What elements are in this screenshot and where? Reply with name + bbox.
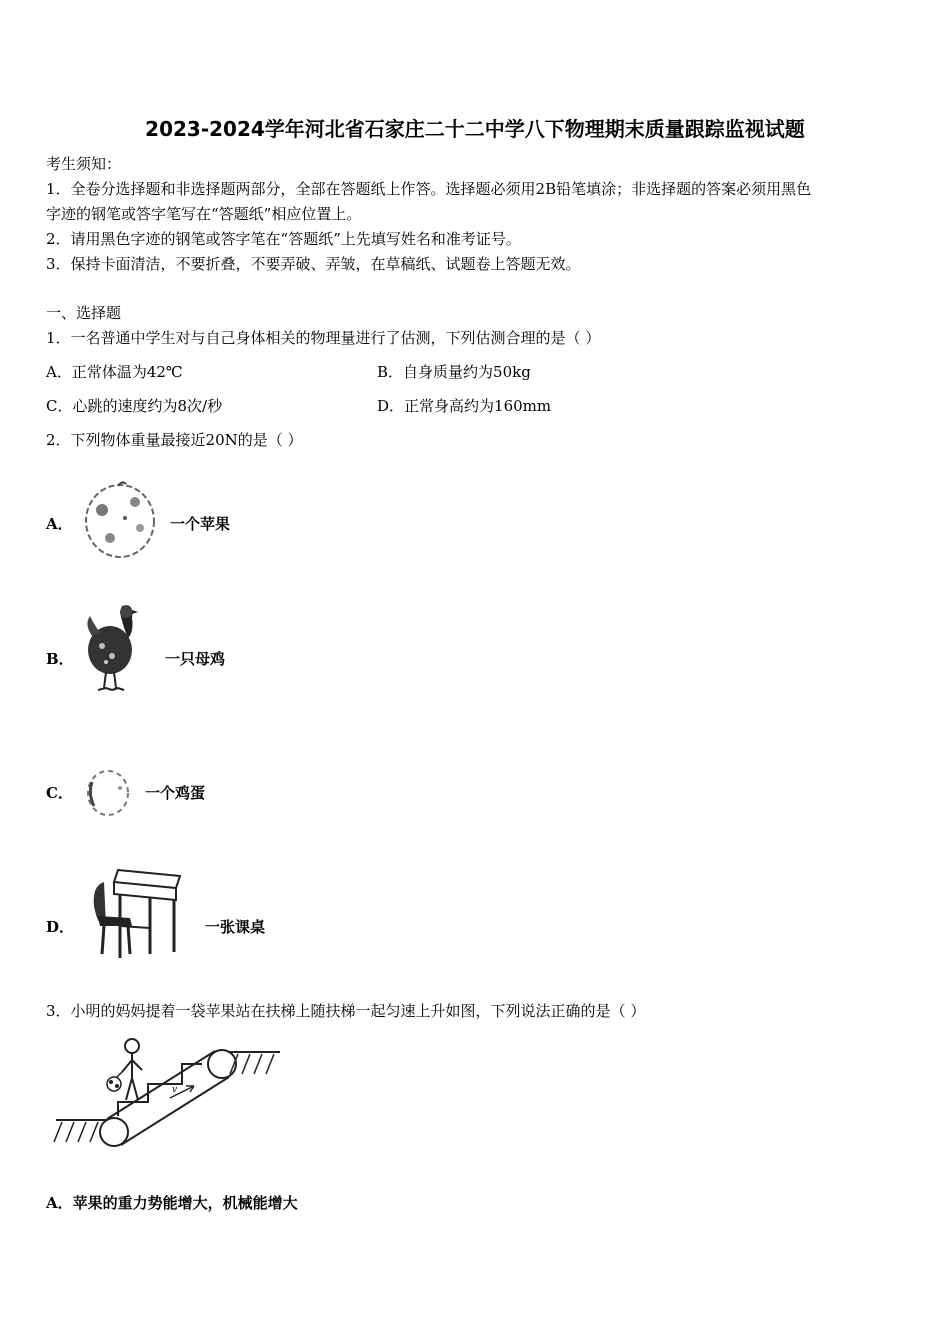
q1-option-d: D．正常身高约为160mm — [377, 397, 552, 415]
q1-option-b: B．自身质量约为50kg — [377, 363, 531, 381]
q2-option-c-label: C． — [46, 784, 73, 802]
q2-option-a-label: A． — [46, 515, 73, 533]
q1-option-a: A．正常体温为42℃ — [46, 363, 183, 381]
egg-image — [84, 768, 134, 818]
q2-option-b-label: B． — [46, 650, 74, 668]
hen-image — [82, 598, 142, 694]
q2-option-d-text: 一张课桌 — [205, 918, 266, 936]
q2-option-d-label: D． — [46, 918, 75, 936]
q2-option-c-text: 一个鸡蛋 — [145, 784, 206, 802]
q2-option-a-text: 一个苹果 — [170, 515, 231, 533]
question-3-stem: 3．小明的妈妈提着一袋苹果站在扶梯上随扶梯一起匀速上升如图，下列说法正确的是（ ） — [46, 1002, 646, 1020]
velocity-label: v — [172, 1085, 178, 1095]
question-1-stem: 1．一名普通中学生对与自己身体相关的物理量进行了估测，下列估测合理的是（ ） — [46, 329, 601, 347]
page-title: 2023-2024学年河北省石家庄二十二中学八下物理期末质量跟踪监视试题 — [145, 117, 805, 141]
notice-item: 字迹的钢笔或答字笔写在“答题纸”相应位置上。 — [46, 205, 362, 223]
notice-heading: 考生须知： — [46, 155, 122, 173]
notice-item: 1．全卷分选择题和非选择题两部分，全部在答题纸上作答。选择题必须用2B铅笔填涂；非选择题的答案必须用黑色 — [46, 180, 812, 198]
escalator-figure — [52, 1034, 284, 1152]
desk-image — [90, 866, 186, 960]
q1-option-c: C．心跳的速度约为8次/秒 — [46, 397, 223, 415]
question-2-stem: 2．下列物体重量最接近20N的是（ ） — [46, 431, 303, 449]
notice-item: 2．请用黑色字迹的钢笔或答字笔在“答题纸”上先填写姓名和准考证号。 — [46, 230, 521, 248]
q2-option-b-text: 一只母鸡 — [165, 650, 226, 668]
apple-image — [80, 480, 160, 562]
notice-item: 3．保持卡面清洁，不要折叠，不要弄破、弄皱，在草稿纸、试题卷上答题无效。 — [46, 255, 581, 273]
section-heading: 一、选择题 — [46, 304, 122, 322]
q3-option-a: A．苹果的重力势能增大，机械能增大 — [46, 1194, 298, 1212]
